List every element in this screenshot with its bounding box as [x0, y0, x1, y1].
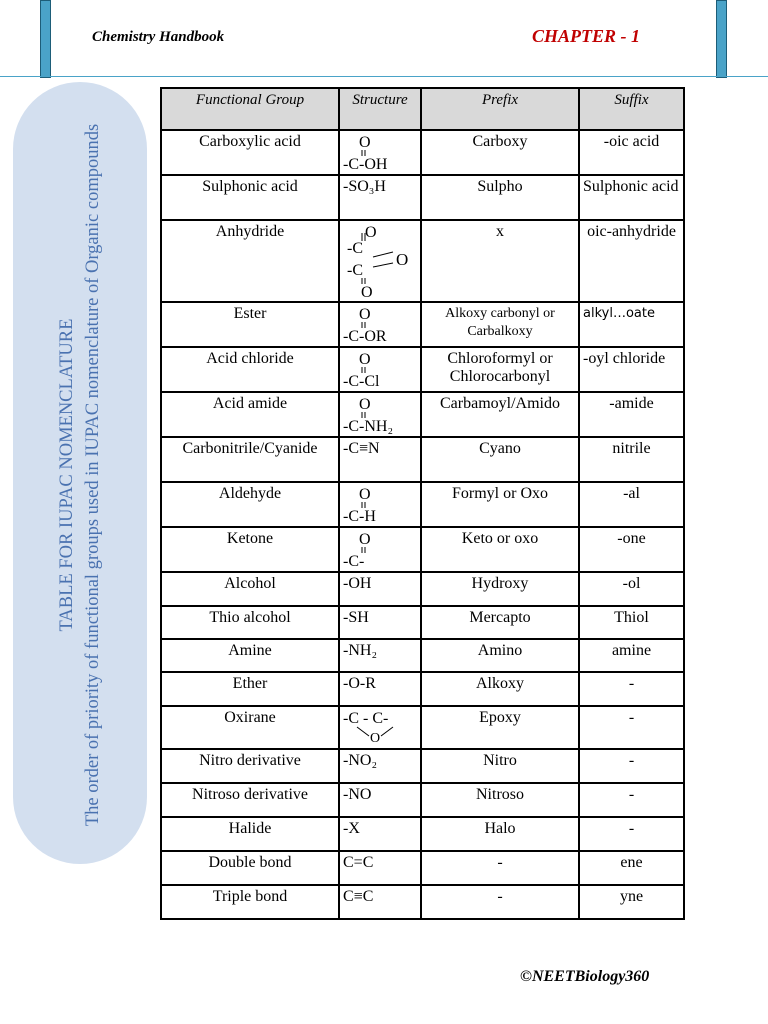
group-cell: Sulphonic acid: [161, 175, 339, 220]
suffix-cell: -: [579, 783, 684, 817]
suffix-cell: -al: [579, 482, 684, 527]
prefix-cell: Chloroformyl or Chlorocarbonyl: [421, 347, 579, 392]
handbook-title: Chemistry Handbook: [92, 29, 225, 45]
prefix-cell: Carboxy: [421, 130, 579, 175]
group-cell: Ester: [161, 302, 339, 347]
oxygen-label: O: [359, 396, 371, 413]
prefix-cell: Alkoxy carbonyl or Carbalkoxy: [421, 302, 579, 347]
structure-base: -C-OR: [343, 328, 387, 345]
suffix-cell: -amide: [579, 392, 684, 437]
prefix-cell: Hydroxy: [421, 572, 579, 606]
group-cell: Halide: [161, 817, 339, 851]
table-row: [161, 527, 684, 572]
prefix-cell: Halo: [421, 817, 579, 851]
prefix-cell: Keto or oxo: [421, 527, 579, 572]
prefix-cell: Alkoxy: [421, 672, 579, 706]
structure-base: -C-Cl: [343, 373, 380, 390]
group-cell: Acid chloride: [161, 347, 339, 392]
table-row: [161, 130, 684, 175]
suffix-cell: ene: [579, 851, 684, 885]
structure-cell: [339, 482, 421, 527]
prefix-cell: Cyano: [421, 437, 579, 482]
group-cell: Nitro derivative: [161, 749, 339, 783]
group-cell: Thio alcohol: [161, 606, 339, 639]
side-caption-title: TABLE FOR IUPAC NOMENCLATURE: [57, 318, 77, 632]
header-left-bar: [40, 0, 51, 78]
table-header-row: [161, 88, 684, 130]
side-caption-subtitle: The order of priority of functional groups used in IUPAC nomenclature of Organic compounds: [83, 123, 103, 827]
table-row: [161, 639, 684, 672]
table-row: [161, 672, 684, 706]
suffix-cell: yne: [579, 885, 684, 919]
group-cell: Carboxylic acid: [161, 130, 339, 175]
group-cell: Aldehyde: [161, 482, 339, 527]
oxygen-label: O: [359, 486, 371, 503]
oxygen-label: O: [359, 351, 371, 368]
group-cell: Carbonitrile/Cyanide: [161, 437, 339, 482]
structure-base: -C-H: [343, 508, 376, 525]
structure-cell: [339, 220, 421, 302]
structure-cell: -C≡N: [339, 437, 421, 482]
suffix-cell: -ol: [579, 572, 684, 606]
oxygen-label: O: [361, 284, 373, 301]
prefix-cell: Nitro: [421, 749, 579, 783]
prefix-cell: -: [421, 885, 579, 919]
group-cell: Ether: [161, 672, 339, 706]
suffix-cell: -: [579, 749, 684, 783]
prefix-cell: x: [421, 220, 579, 302]
table-row: [161, 392, 684, 437]
table-row: [161, 606, 684, 639]
suffix-cell: amine: [579, 639, 684, 672]
table-row: [161, 437, 684, 482]
group-cell: Oxirane: [161, 706, 339, 749]
header-structure: Structure: [339, 88, 421, 130]
table-row: [161, 347, 684, 392]
structure-cell: [339, 302, 421, 347]
oxygen-label: O: [365, 224, 377, 241]
group-cell: Nitroso derivative: [161, 783, 339, 817]
prefix-cell: Amino: [421, 639, 579, 672]
structure-cell: -O-R: [339, 672, 421, 706]
suffix-cell: Sulphonic acid: [579, 175, 684, 220]
structure-cell: [339, 527, 421, 572]
table-row: [161, 885, 684, 919]
carbon-label: -C: [347, 240, 363, 257]
group-cell: Acid amide: [161, 392, 339, 437]
group-cell: Alcohol: [161, 572, 339, 606]
acid-chloride-structure: [343, 350, 417, 388]
bridge-oxygen-label: O: [396, 250, 409, 269]
table-row: [161, 783, 684, 817]
suffix-cell: -one: [579, 527, 684, 572]
oxygen-label: O: [359, 306, 371, 323]
header-rule: [0, 76, 768, 77]
structure-cell: C≡C: [339, 885, 421, 919]
ester-structure: [343, 305, 417, 343]
amide-structure: [343, 395, 417, 433]
prefix-cell: Nitroso: [421, 783, 579, 817]
oxirane-structure: [343, 709, 417, 745]
table-row: [161, 482, 684, 527]
group-cell: Amine: [161, 639, 339, 672]
oxygen-label: O: [359, 134, 371, 151]
group-cell: Ketone: [161, 527, 339, 572]
structure-cell: [339, 392, 421, 437]
suffix-cell: -: [579, 706, 684, 749]
structure-base: -C-: [343, 553, 365, 570]
header-suffix: Suffix: [579, 88, 684, 130]
table-row: [161, 302, 684, 347]
group-cell: Double bond: [161, 851, 339, 885]
structure-cell: -NO₂: [339, 749, 421, 783]
aldehyde-structure: [343, 485, 417, 523]
structure-cell: [339, 347, 421, 392]
ketone-structure: [343, 530, 417, 568]
carbon-label: -C: [347, 262, 363, 279]
suffix-cell: -oic acid: [579, 130, 684, 175]
prefix-cell: Formyl or Oxo: [421, 482, 579, 527]
table-row: [161, 817, 684, 851]
prefix-cell: Sulpho: [421, 175, 579, 220]
chapter-label: CHAPTER - 1: [532, 26, 641, 46]
structure-cell: [339, 706, 421, 749]
table-row: [161, 706, 684, 749]
structure-cell: -OH: [339, 572, 421, 606]
structure-cell: -SO₃H: [339, 175, 421, 220]
prefix-cell: Carbamoyl/Amido: [421, 392, 579, 437]
group-cell: Triple bond: [161, 885, 339, 919]
suffix-cell: -: [579, 672, 684, 706]
carboxyl-structure: [343, 133, 417, 171]
prefix-cell: Epoxy: [421, 706, 579, 749]
structure-cell: -NH₂: [339, 639, 421, 672]
group-cell: Anhydride: [161, 220, 339, 302]
structure-cell: -SH: [339, 606, 421, 639]
footer-credit: ©NEETBiology360: [520, 968, 650, 985]
structure-base: -C - C-: [343, 710, 389, 727]
iupac-table: [160, 87, 685, 920]
header-prefix: Prefix: [421, 88, 579, 130]
suffix-cell: oic-anhydride: [579, 220, 684, 302]
oxygen-label: O: [359, 531, 371, 548]
anhydride-structure: [343, 223, 417, 301]
suffix-cell: -: [579, 817, 684, 851]
table-row: [161, 220, 684, 302]
suffix-cell: Thiol: [579, 606, 684, 639]
table-row: [161, 175, 684, 220]
suffix-cell: alkyl…oate: [579, 302, 684, 347]
header-functional-group: Functional Group: [161, 88, 339, 130]
header-right-bar: [716, 0, 727, 78]
suffix-cell: nitrile: [579, 437, 684, 482]
structure-cell: -NO: [339, 783, 421, 817]
suffix-cell: -oyl chloride: [579, 347, 684, 392]
side-caption: [54, 95, 106, 855]
table-row: [161, 572, 684, 606]
structure-base: -C-NH₂: [343, 418, 394, 435]
oxygen-label: O: [370, 731, 381, 746]
prefix-cell: -: [421, 851, 579, 885]
prefix-cell: Mercapto: [421, 606, 579, 639]
structure-base: -C-OH: [343, 156, 388, 173]
structure-cell: [339, 130, 421, 175]
structure-cell: -X: [339, 817, 421, 851]
structure-cell: C=C: [339, 851, 421, 885]
table-row: [161, 851, 684, 885]
table-row: [161, 749, 684, 783]
